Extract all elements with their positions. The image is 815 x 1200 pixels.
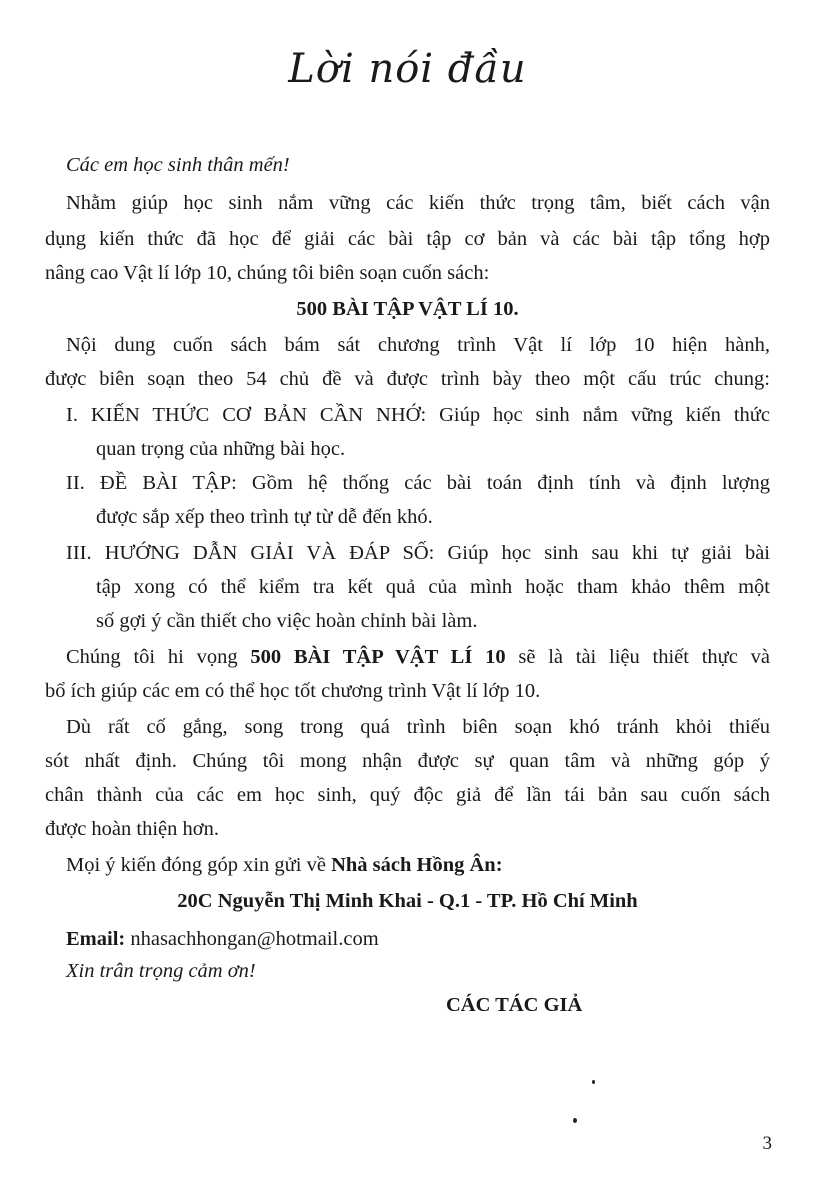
paragraph-3-pre: Chúng tôi hi vọng [66, 646, 251, 668]
book-title: 500 BÀI TẬP VẬT LÍ 10. [296, 298, 519, 320]
email-value: nhasachhongan@hotmail.com [125, 928, 379, 950]
paragraph-3-line-2: bổ ích giúp các em có thể học tốt chương trình Vật lí lớp 10. [45, 680, 541, 702]
list-item-1-line-1: I. KIẾN THỨC CƠ BẢN CẦN NHỚ: Giúp học sinh nắm vững kiến thức [66, 404, 770, 426]
paragraph-1-line-3: nâng cao Vật lí lớp 10, chúng tôi biên soạn cuốn sách: [45, 262, 490, 284]
list-item-2-line-2: được sắp xếp theo trình tự từ dễ đến khó. [96, 506, 433, 528]
paragraph-5-pre: Mọi ý kiến đóng góp xin gửi về [66, 854, 332, 876]
paragraph-3-line-1 [66, 644, 770, 670]
email-line [66, 926, 379, 952]
thanks-line: Xin trân trọng cảm ơn! [66, 960, 256, 982]
paragraph-2-line-1: Nội dung cuốn sách bám sát chương trình Vật lí lớp 10 hiện hành, [66, 334, 770, 356]
paragraph-1-line-2: dụng kiến thức đã học để giải các bài tập cơ bản và các bài tập tổng hợp [45, 228, 770, 250]
paragraph-4-line-1: Dù rất cố gắng, song trong quá trình biên soạn khó tránh khỏi thiếu [66, 716, 770, 738]
paragraph-5 [66, 852, 503, 878]
paragraph-3-book-title: 500 BÀI TẬP VẬT LÍ 10 [250, 646, 506, 668]
list-item-2-line-1: II. ĐỀ BÀI TẬP: Gồm hệ thống các bài toán định tính và định lượng [66, 472, 770, 494]
paragraph-4-line-4: được hoàn thiện hơn. [45, 818, 219, 840]
paragraph-1-line-1: Nhằm giúp học sinh nắm vững các kiến thức trọng tâm, biết cách vận [66, 192, 770, 214]
signature: CÁC TÁC GIẢ [446, 994, 583, 1016]
paragraph-4-line-3: chân thành của các em học sinh, quý độc giả để lần tái bản sau cuốn sách [45, 784, 770, 806]
print-speck [592, 1080, 595, 1084]
paragraph-4-line-2: sót nhất định. Chúng tôi mong nhận được sự quan tâm và những góp ý [45, 750, 770, 772]
list-item-3-line-3: số gợi ý cần thiết cho việc hoàn chỉnh bài làm. [96, 610, 478, 632]
print-speck [573, 1118, 577, 1123]
list-item-3-line-2: tập xong có thể kiểm tra kết quả của mình hoặc tham khảo thêm một [96, 576, 770, 598]
paragraph-2-line-2: được biên soạn theo 54 chủ đề và được trình bày theo một cấu trúc chung: [45, 368, 770, 390]
publisher-address: 20C Nguyễn Thị Minh Khai - Q.1 - TP. Hồ Chí Minh [177, 890, 638, 912]
paragraph-3-post: sẽ là tài liệu thiết thực và [505, 646, 771, 668]
page-number: 3 [762, 1133, 772, 1154]
list-item-3-line-1: III. HƯỚNG DẪN GIẢI VÀ ĐÁP SỐ: Giúp học sinh sau khi tự giải bài [66, 542, 770, 564]
list-item-1-line-2: quan trọng của những bài học. [96, 438, 346, 460]
email-label: Email: [66, 928, 126, 950]
publisher-name: Nhà sách Hồng Ân: [331, 854, 503, 876]
greeting: Các em học sinh thân mến! [66, 154, 290, 176]
page-title: Lời nói đầu [288, 46, 527, 92]
